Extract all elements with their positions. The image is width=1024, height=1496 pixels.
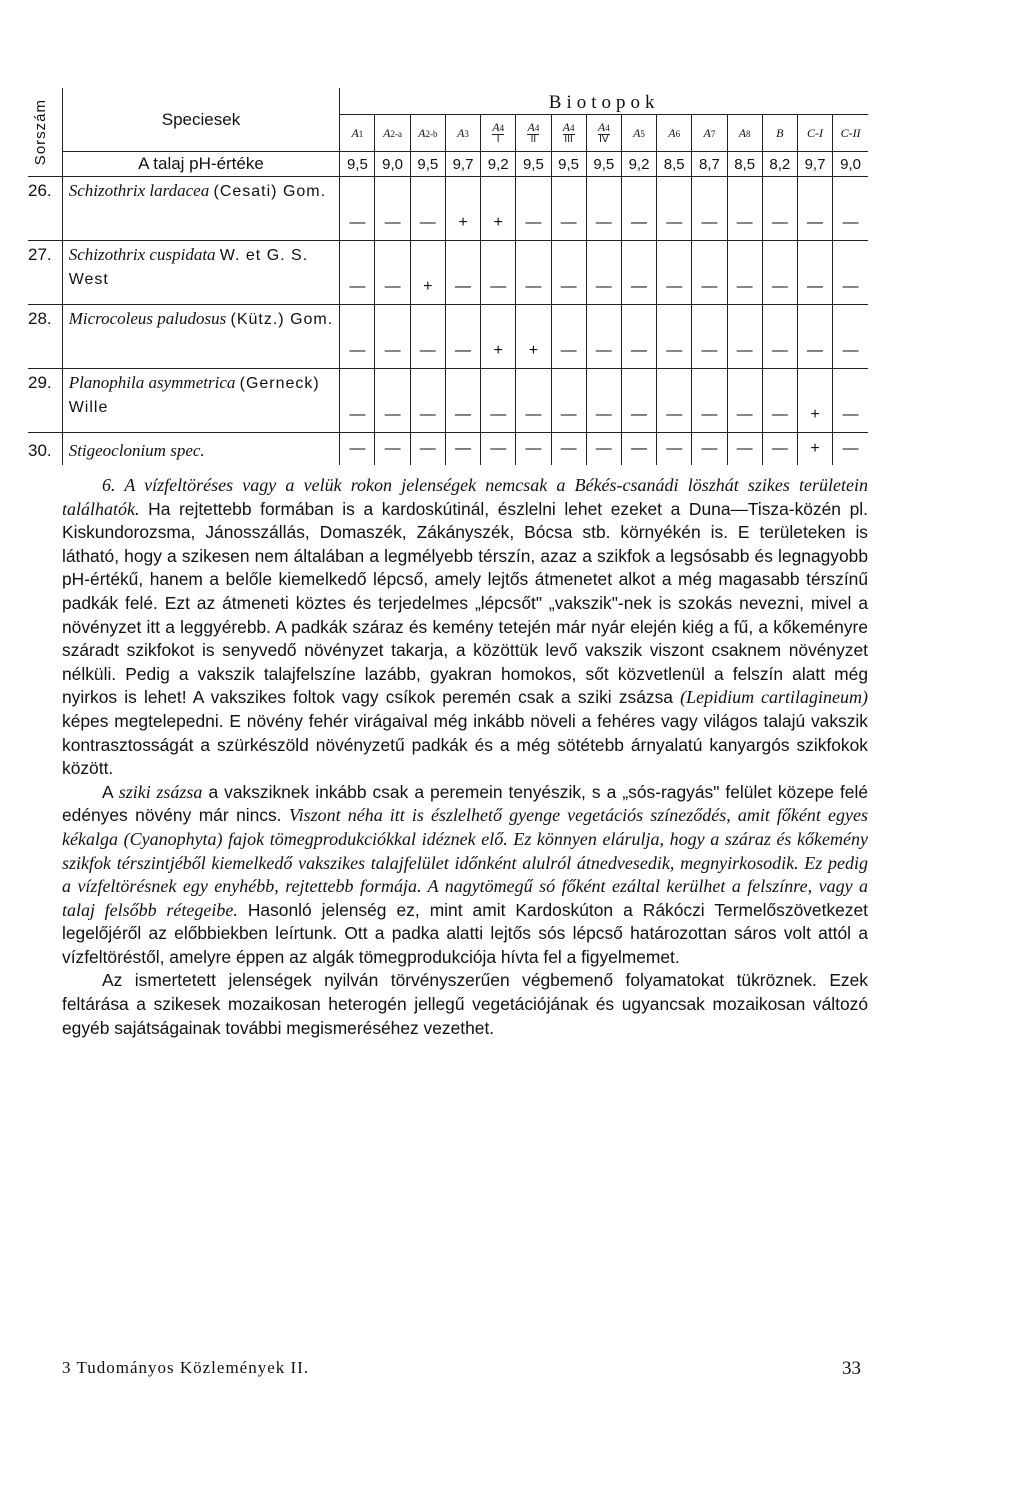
- ph-value: 9,5: [551, 152, 586, 177]
- presence-cell: —: [621, 241, 656, 305]
- presence-cell: —: [762, 241, 797, 305]
- biotope-code: A2-a: [383, 126, 402, 140]
- biotope-code-sub: 8: [746, 129, 751, 139]
- species-header: Speciesek: [62, 88, 340, 152]
- presence-cell: —: [551, 241, 586, 305]
- biotope-code-sub: 4: [499, 122, 505, 133]
- presence-cell: —: [762, 177, 797, 241]
- presence-cell: —: [410, 433, 445, 466]
- biotope-code-sub: 4: [605, 122, 610, 133]
- presence-cell: —: [375, 177, 410, 241]
- text-run: a vaksziknek inkább csak a peremein tenyészik, s a „sós-ragyás" felület közepe felé edényes növény már nincs.: [62, 781, 868, 826]
- ph-value: 8,5: [657, 152, 692, 177]
- table-row: [28, 241, 868, 305]
- presence-cell: —: [727, 177, 762, 241]
- presence-cell: —: [657, 369, 692, 433]
- biotope-code: A7: [703, 126, 716, 140]
- presence-cell: —: [833, 241, 868, 305]
- biotope-code-cell: [551, 115, 586, 152]
- ph-value: 9,0: [833, 152, 868, 177]
- species-author: (Kütz.) Gom.: [230, 311, 334, 328]
- presence-cell: —: [727, 305, 762, 369]
- species-latin: Stigeoclonium spec.: [68, 440, 205, 460]
- biotope-code: C-II: [840, 126, 861, 140]
- presence-cell: —: [692, 369, 727, 433]
- row-number: 29.: [28, 369, 62, 433]
- presence-cell: —: [586, 177, 621, 241]
- presence-cell: —: [516, 177, 551, 241]
- presence-cell: —: [762, 433, 797, 466]
- ph-value: 9,2: [481, 152, 516, 177]
- paragraph: [62, 781, 868, 970]
- presence-cell: —: [410, 305, 445, 369]
- biotope-code: B: [776, 126, 784, 140]
- ph-row: [28, 152, 868, 177]
- presence-cell: +: [516, 305, 551, 369]
- biotope-code: A4: [562, 119, 575, 134]
- presence-cell: —: [586, 241, 621, 305]
- presence-cell: +: [797, 369, 832, 433]
- presence-cell: —: [657, 177, 692, 241]
- row-number: 30.: [28, 433, 62, 466]
- species-name: [62, 241, 340, 305]
- biotope-code-fraction: [598, 121, 610, 145]
- species-latin: Schizothrix cuspidata: [68, 245, 216, 264]
- presence-cell: —: [727, 433, 762, 466]
- ph-value: 9,0: [375, 152, 410, 177]
- presence-cell: —: [445, 305, 480, 369]
- biotope-code-cell: [621, 115, 656, 152]
- text-run: Hasonló jelenség ez, mint amit Kardoskúton a Rákóczi Termelőszövetkezet legelőjéről az előbbiekben leírtunk. Ott a padka alatti lejtős sós lépcső határozottan sáros volt attól a vízfeltöréstől, amelyre éppen az algák tömegprodukciója hívta fel a figyelmemet.: [62, 899, 869, 967]
- presence-cell: —: [340, 305, 375, 369]
- ph-value: 8,5: [727, 152, 762, 177]
- ph-value: 9,2: [621, 152, 656, 177]
- biotope-code-sub: 5: [640, 129, 645, 139]
- ph-value: 8,7: [692, 152, 727, 177]
- presence-cell: +: [797, 433, 832, 466]
- row-number: 27.: [28, 241, 62, 305]
- presence-cell: —: [692, 433, 727, 466]
- presence-cell: —: [375, 369, 410, 433]
- biotope-code-sub: 4: [570, 122, 575, 133]
- text-run: Az ismertetett jelenségek nyilván törvényszerűen végbemenő folyamatokat tükröznek. Ezek feltárása a szikesek mozaikosan heterogén jellegű vegetációjának és ugyancsak mozaikosan változó egyéb sajátságainak további megismeréséhez vezethet.: [62, 970, 868, 1038]
- paragraph: [62, 474, 868, 781]
- species-latin: Planophila asymmetrica: [68, 373, 236, 392]
- presence-cell: —: [727, 241, 762, 305]
- presence-cell: —: [833, 433, 868, 466]
- biotopok-header: Biotopok: [548, 92, 660, 113]
- presence-cell: —: [340, 177, 375, 241]
- presence-cell: —: [586, 369, 621, 433]
- presence-cell: —: [586, 305, 621, 369]
- biotope-code: A3: [457, 126, 469, 140]
- presence-cell: —: [797, 241, 832, 305]
- presence-cell: —: [551, 433, 586, 466]
- row-number: 28.: [28, 305, 62, 369]
- presence-cell: —: [551, 369, 586, 433]
- presence-cell: —: [481, 369, 516, 433]
- ph-value: 9,5: [410, 152, 445, 177]
- biotope-code-cell: [445, 115, 480, 152]
- biotope-code-sub: 4: [534, 122, 540, 133]
- species-author: W. et G. S. West: [68, 247, 309, 288]
- presence-cell: —: [692, 241, 727, 305]
- biotope-code: A6: [668, 126, 681, 140]
- biotope-code-cell: [340, 115, 375, 152]
- presence-cell: —: [727, 369, 762, 433]
- presence-cell: —: [657, 241, 692, 305]
- body-text: [62, 474, 868, 1040]
- biotope-code-sub: 2-a: [390, 129, 402, 139]
- presence-cell: —: [375, 433, 410, 466]
- presence-cell: —: [410, 369, 445, 433]
- presence-cell: —: [410, 177, 445, 241]
- biotope-code-fraction: [527, 121, 539, 145]
- presence-cell: —: [762, 305, 797, 369]
- presence-cell: —: [833, 177, 868, 241]
- page-number: 33: [842, 1358, 861, 1379]
- text-run: A: [102, 781, 119, 802]
- biotope-code: A5: [633, 126, 645, 140]
- italic-run: Viszont néha itt is észlelhető gyenge vegetációs színeződés, amit főként egyes kékalga (Cyanophyta) fajok tömegprodukciókkal idéznek elő. Ez könnyen elárulja, hogy a száraz és kőkemény szikfok térszintjéből kiemelkedő vakszikes talajfelület időnként alulról átnedvesedik, megnyirkosodik. Ez pedig a vízfeltörésnek egy enyhébb, rejtettebb formája. A nagytömegű só főként ezáltal kerülhet a felszínre, vagy a talaj felsőbb rétegeibe.: [62, 805, 868, 920]
- presence-cell: —: [445, 241, 480, 305]
- biotope-code-fraction: [492, 121, 504, 145]
- ph-label: A talaj pH-értéke: [62, 152, 340, 177]
- species-latin: Schizothrix lardacea: [68, 181, 210, 200]
- species-name: [62, 433, 340, 466]
- presence-cell: —: [340, 369, 375, 433]
- biotope-code: A4: [527, 119, 540, 134]
- biotope-code-cell: [375, 115, 410, 152]
- paragraph: [62, 969, 868, 1040]
- presence-cell: —: [586, 433, 621, 466]
- biotope-table: [28, 88, 868, 465]
- presence-cell: —: [375, 241, 410, 305]
- biotope-code-sub: 1: [358, 129, 364, 139]
- biotope-code: A8: [738, 126, 751, 140]
- presence-cell: +: [445, 177, 480, 241]
- presence-cell: —: [445, 433, 480, 466]
- biotope-code-sub: 2-b: [425, 129, 438, 139]
- biotope-code-sub: 3: [464, 129, 469, 139]
- presence-cell: +: [410, 241, 445, 305]
- ph-value: 8,2: [762, 152, 797, 177]
- biotope-code-cell: [797, 115, 832, 152]
- table-row: [28, 433, 868, 466]
- biotope-code-cell: [410, 115, 445, 152]
- biotope-code-cell: [727, 115, 762, 152]
- presence-cell: —: [551, 177, 586, 241]
- presence-cell: —: [621, 369, 656, 433]
- biotope-code-cell: [586, 115, 621, 152]
- species-author: (Cesati) Gom.: [213, 183, 327, 200]
- row-number: 26.: [28, 177, 62, 241]
- presence-cell: —: [375, 305, 410, 369]
- presence-cell: —: [481, 433, 516, 466]
- biotope-code: A4: [492, 119, 505, 134]
- biotope-code-fraction: [563, 121, 575, 145]
- biotope-code-cell: [692, 115, 727, 152]
- presence-cell: —: [516, 369, 551, 433]
- biotope-code-subsite: I: [496, 133, 500, 145]
- sorszam-header: [28, 88, 62, 177]
- biotope-code: A2-b: [418, 126, 438, 140]
- species-author: (Gerneck) Wille: [68, 375, 320, 416]
- presence-cell: —: [340, 433, 375, 466]
- presence-cell: +: [481, 305, 516, 369]
- presence-cell: —: [797, 177, 832, 241]
- ph-value: 9,5: [586, 152, 621, 177]
- species-latin: Microcoleus paludosus: [68, 309, 227, 328]
- ph-value: 9,5: [340, 152, 375, 177]
- header-row-top: [28, 88, 868, 115]
- biotope-code-cell: [833, 115, 868, 152]
- sorszam-label: Sorszám: [32, 98, 49, 166]
- text-run: képes megtelepedni. E növény fehér virágaival még inkább növeli a fehéres vagy világos talajú vakszik kontrasztosságát a szürkészöld növényzetű padkák és a még sötétebb árnyalatú kanyargós szikfokok között.: [62, 710, 868, 779]
- biotope-code-sub: 7: [710, 129, 716, 139]
- presence-cell: —: [657, 433, 692, 466]
- presence-cell: —: [833, 369, 868, 433]
- biotope-code-subsite: III: [564, 133, 573, 145]
- table-row: [28, 305, 868, 369]
- presence-cell: —: [833, 305, 868, 369]
- ph-value: 9,7: [797, 152, 832, 177]
- biotope-code-cell: [762, 115, 797, 152]
- presence-cell: —: [516, 433, 551, 466]
- table-row: [28, 369, 868, 433]
- ph-value: 9,7: [445, 152, 480, 177]
- presence-cell: —: [621, 305, 656, 369]
- presence-cell: —: [797, 305, 832, 369]
- presence-cell: —: [621, 433, 656, 466]
- presence-cell: —: [516, 241, 551, 305]
- biotope-code: A1: [351, 126, 364, 140]
- presence-cell: +: [481, 177, 516, 241]
- biotope-table-wrapper: [28, 88, 868, 465]
- italic-run: (Lepidium cartilagineum): [680, 687, 868, 708]
- presence-cell: —: [340, 241, 375, 305]
- biotope-code-subsite: IV: [599, 133, 609, 145]
- species-name: [62, 369, 340, 433]
- species-name: [62, 305, 340, 369]
- biotope-code-sub: 6: [675, 129, 681, 139]
- biotope-code-cell: [516, 115, 551, 152]
- presence-cell: —: [762, 369, 797, 433]
- table-row: [28, 177, 868, 241]
- presence-cell: —: [551, 305, 586, 369]
- footer-journal: 3 Tudományos Közlemények II.: [62, 1358, 310, 1377]
- biotope-code-cell: [657, 115, 692, 152]
- biotope-code-cell: [481, 115, 516, 152]
- biotope-code: C-I: [807, 126, 824, 140]
- presence-cell: —: [445, 369, 480, 433]
- biotope-code-subsite: II: [530, 133, 537, 145]
- italic-run: sziki zsázsa: [118, 781, 203, 802]
- presence-cell: —: [692, 305, 727, 369]
- species-name: [62, 177, 340, 241]
- presence-cell: —: [692, 177, 727, 241]
- presence-cell: —: [657, 305, 692, 369]
- biotope-code: A4: [597, 119, 610, 134]
- text-run: Ha rejtettebb formában is a kardoskútinál, észlelni lehet ezeket a Duna—Tisza-közén pl. Kiskundorozsma, Jánosszállás, Domaszék, Zákányszék, Bócsa stb. környékén is. E területeken is látható, hogy a szikesen nem általában a legmélyebb térszín, azaz a szikfok a legsósabb és legnagyobb pH-értékű, hanem a belőle kiemelkedő lépcső, amely lejtős átmenetet alkot a még magasabb térszínű padkák felé. Ezt az átmeneti köztes és terjedelmes „lépcsőt" „vakszik"-nek is szokás nevezni, mivel a növényzet itt a leggyérebb. A padkák száraz és kemény tetején már nyár elején kiég a fű, a kőkeményre száradt szikfokot is senyvedő növényzet takarja, a közöttük levő vakszik viszont csaknem növényzet nélküli. Pedig a vakszik talajfelszíne lazább, gyakran homokos, sőt közvetlenül a felszín alatt még nyirkos is lehet! A vakszikes foltok vagy csíkok peremén csak a sziki zsázsa: [62, 498, 868, 708]
- presence-cell: —: [481, 241, 516, 305]
- presence-cell: —: [621, 177, 656, 241]
- italic-run: 6. A vízfeltöréses vagy a velük rokon jelenségek nemcsak a Békés-csanádi löszhát szikes területein találhatók.: [62, 475, 868, 519]
- ph-value: 9,5: [516, 152, 551, 177]
